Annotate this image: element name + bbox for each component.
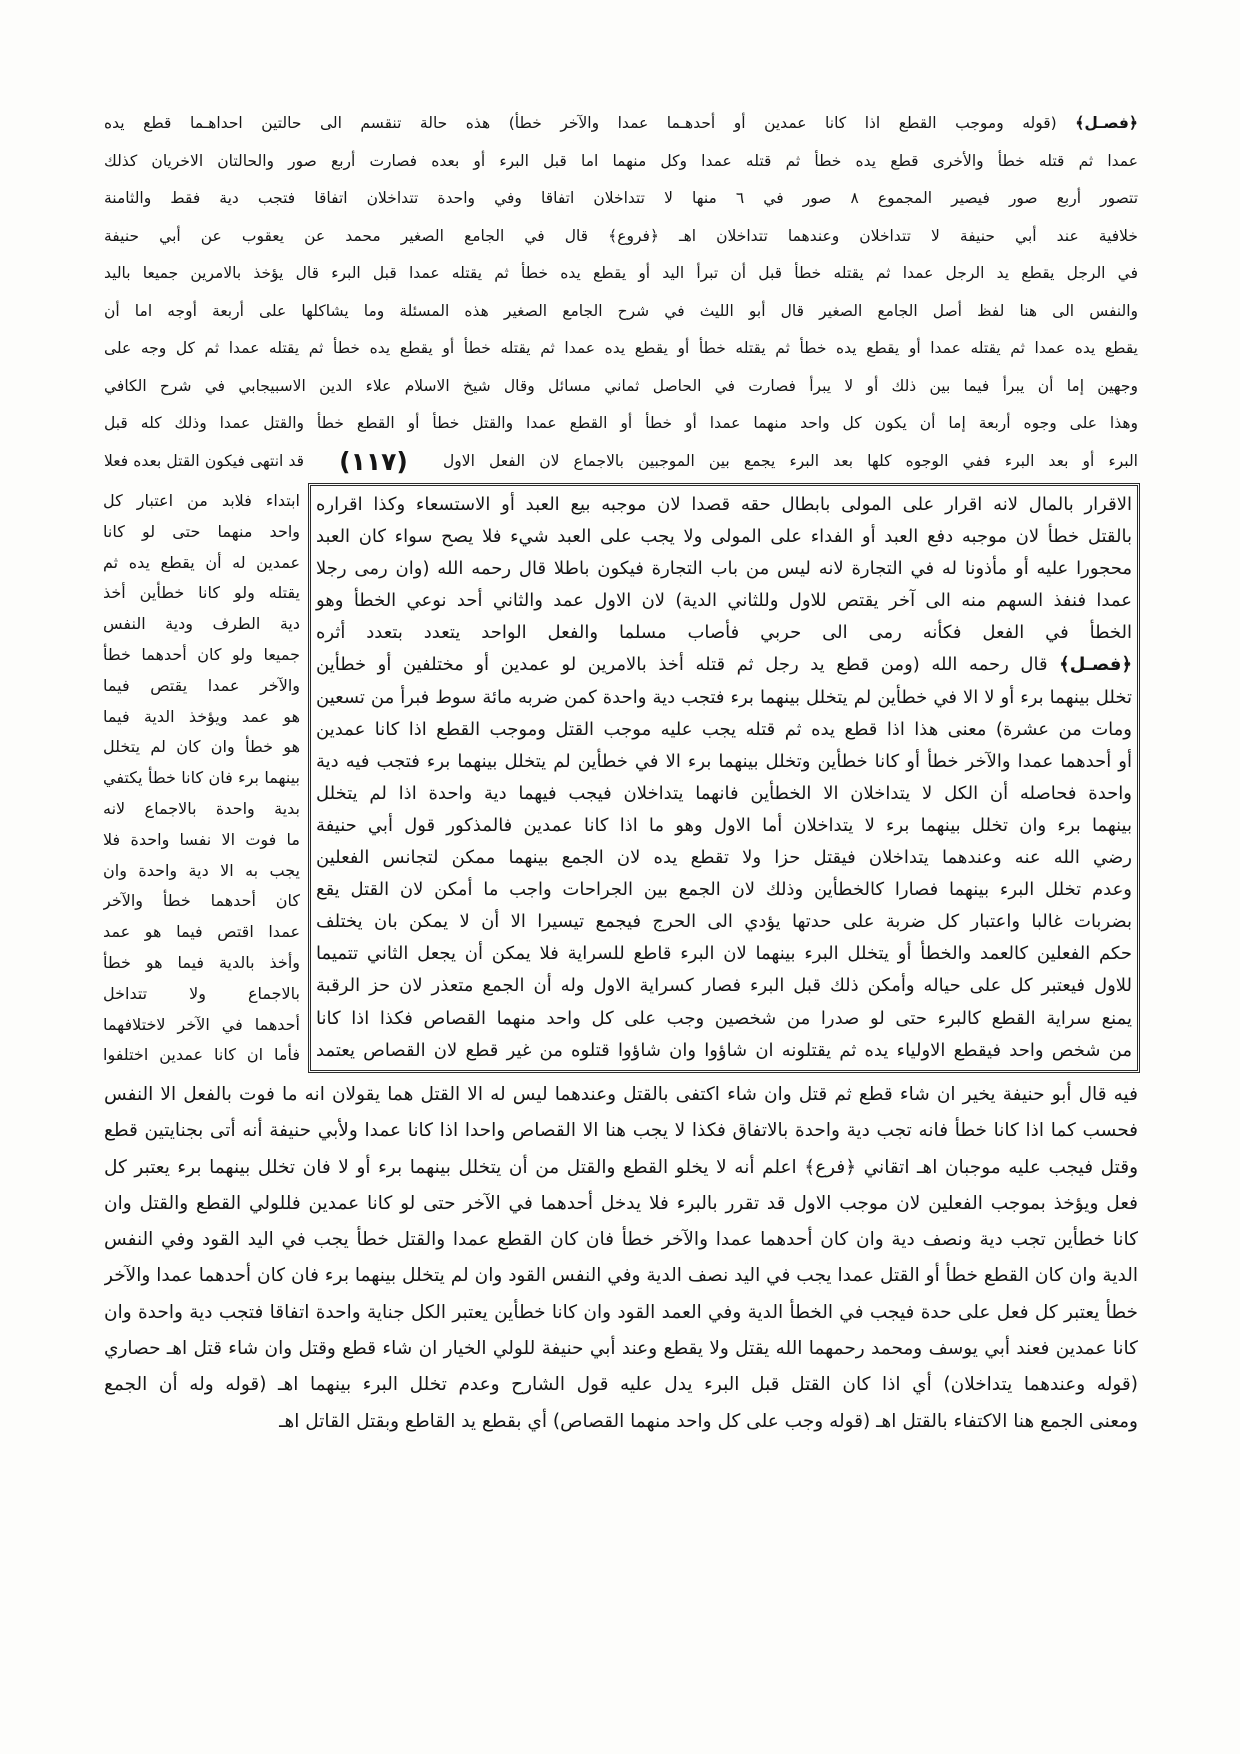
- text-line: من شخص واحد فيقطع الاولياء يده ثم يقتلونه ان شاؤوا وان شاؤوا قتلوه من غير قطع لان القصاص يعتمد: [316, 1039, 1132, 1061]
- text-line: بالاجماع ولا تتداخل: [103, 983, 300, 1003]
- side-column-text: [103, 486, 300, 1072]
- text-line: يقتله ولو كانا خطأين أخذ: [103, 583, 300, 603]
- text-line: واحد منهما حتى لو كانا: [103, 521, 300, 541]
- text-line: خطأ يعتبر كل فعل على حدة فيجب في الخطأ الدية وفي العمد القود وان كانا خطأين يعتبر الكل جناية واحدة اتفاقا فتجب دية واحدة وان: [104, 1301, 1138, 1323]
- text-line: بالقتل خطأ لان موجبه دفع العبد أو الفداء على المولى ولا يجب على العبد شيء فلا يصح سواء كان العبد: [316, 526, 1132, 548]
- text-line: جميعا ولو كان أحدهما خطأ: [103, 644, 300, 664]
- text-line: يمنع سراية القطع كالبرء حتى لو صدرا من شخصين وجب على كل واحد منهما القصاص فكذا اذا كانا: [316, 1007, 1132, 1029]
- text-line: بدية واحدة بالاجماع لانه: [103, 798, 300, 818]
- text-line: يقطع يده عمدا ثم يقتله عمدا أو يقطع يده خطأ ثم يقتله خطأ أو يقطع يده عمدا ثم يقتله خطأ أو يقطع يده خطأ ثم يقتله عمدا ثم كل وجه على: [104, 339, 1138, 357]
- text-line-content: (قوله وموجب القطع اذا كانا عمدين أو أحدهـما عمدا والآخر خطأ) هذه حالة تنقسم الى حالتين احداهـما قطع يده: [104, 114, 1057, 132]
- text-line: خلافية عند أبي حنيفة لا تتداخلان وعندهما تتداخلان اهـ ﴿فروع﴾ قال في الجامع الصغير محمد عن يعقوب عن أبي حنيفة: [104, 226, 1138, 245]
- text-line-segment: البرء أو بعد البرء ففي الوجوه كلها بعد البرء يجمع بين الموجبين بالاجماع لان الفعل الاول: [443, 451, 1138, 470]
- text-line: وجهين إما أن يبرأ فيما بين ذلك أو لا يبرأ فصارت في الحاصل ثماني مسائل وقال شيخ الاسلام علاء الدين الاسبيجابي في شرح الكافي: [104, 376, 1138, 395]
- text-line: عمدا فنفذ السهم منه الى آخر يقتص للاول وللثاني الدية) لان الاول عمد والثاني أحد نوعي الخطأ وهو: [316, 590, 1132, 612]
- text-line: وأخذ بالدية فيما هو خطأ: [103, 952, 300, 972]
- text-line: بينهما برء فان كانا خطأ يكتفي: [103, 768, 300, 788]
- text-line-segment: قد انتهى فيكون القتل بعده فعلا: [104, 451, 304, 470]
- text-line: محجورا عليه أو مأذونا له في التجارة لانه ليس من باب التجارة فيكون باطلا قال رحمه الله (وان رمى رجلا: [316, 558, 1132, 580]
- text-line: رضي الله عنه وعندهما يتداخلان فيقتل حزا ولا تقطع يده لان الجمع بينهما ممكن لتجانس الفعلين: [316, 847, 1132, 869]
- text-line: بضربات غالبا واعتبار كل ضربة على حدتها يؤدي الى الحرج فيجمع تيسيرا الا أن لا يمكن بان يختلف: [316, 911, 1132, 933]
- text-line: الدية وان كان القطع خطأ أو القتل عمدا يجب في اليد نصف الدية وفي النفس القود وان لم يتخلل بينهما برء فان كان أحدهما عمدا والآخر: [104, 1265, 1138, 1287]
- text-line: تخلل بينهما برء أو لا الا في خطأين لم يتخلل بينهما برء فتجب دية واحدة كمن ضربه مائة سوط فبرأ من تسعين: [316, 686, 1132, 708]
- text-line: الخطأ في الفعل فكأنه رمى الى حربي فأصاب مسلما والفعل الواحد يتعدد بتعدد أثره: [316, 622, 1132, 644]
- text-line: والآخر عمدا يقتص فيما: [103, 675, 300, 695]
- text-line: واحدة فحاصله أن الكل لا يتداخلان الا الخطأين فانهما يتداخلان فيجب فيهما دية واحدة اذا لم يتخلل: [316, 782, 1132, 804]
- text-line: عمدا اقتص فيما هو عمد: [103, 922, 300, 942]
- text-line: فأما ان كانا عمدين اختلفوا: [103, 1045, 300, 1065]
- text-line: الاقرار بالمال لانه اقرار على المولى بابطال حقه قصدا لان موجبه بيع العبد أو الاستسعاء وكذا اقراره: [316, 494, 1132, 515]
- text-line: فحسب كما اذا كانا خطأ فانه تجب دية واحدة بالاتفاق فكذا لا يجب هنا الا القصاص واحدا اذا كانا عمدا ولأبي حنيفة أنه أتى بجنايتين قطع: [104, 1120, 1138, 1142]
- text-line-with-page-number: [104, 443, 1138, 481]
- text-line: وقتل فيجب عليه موجبان اهـ اتقاني ﴿فرع﴾ اعلم أنه لا يخلو القطع والقتل من أن يتخلل بينهما برء أو لا فان تخلل بينهما برء يعتبر كل: [104, 1156, 1138, 1178]
- page-number: (١١٧): [339, 446, 408, 476]
- text-line: ابتداء فلابد من اعتبار كل: [103, 491, 300, 510]
- text-line: [316, 649, 1132, 681]
- text-line: دية الطرف ودية النفس: [103, 614, 300, 634]
- text-line: للاول فيعتبر كل على حياله وأمكن ذلك قبل البرء فصار كسراية الاول وله أن الجمع متعذر لان حز الرقبة: [316, 975, 1132, 997]
- text-line: كان أحدهما خطأ والآخر: [103, 891, 300, 911]
- footnote-text: [104, 1077, 1138, 1443]
- text-line: ما فوت الا نفسا واحدة فلا: [103, 829, 300, 849]
- text-line: وعدم تخلل البرء بينهما فصارا كالخطأين وذلك لان الجمع بين الجراحات واجب ما أمكن لان القتل يقع: [316, 879, 1132, 901]
- section-heading: ﴿فصـل﴾: [1075, 114, 1138, 132]
- text-line: هو خطأ وان كان لم يتخلل: [103, 737, 300, 757]
- main-text-top: [104, 105, 1138, 481]
- text-line: كانا خطأين تجب دية ونصف دية وان كان أحدهما عمدا والآخر خطأ فان كان القطع عمدا والقتل خطأ يجب في اليد القود وفي النفس: [104, 1229, 1138, 1251]
- text-line: ومات من عشرة) معنى هذا اذا قطع يده ثم قتله يجب عليه موجب القتل وموجب القطع اذا كانا عمدين: [316, 718, 1132, 740]
- text-line: فعل ويؤخذ بموجب الفعلين لان موجب الاول قد تقرر بالبرء فلا يدخل أحدهما في الآخر حتى لو كانا عمدين فللولي القطع والقتل وان: [104, 1192, 1138, 1214]
- text-line: والنفس الى هنا لفظ أصل الجامع الصغير قال أبو الليث في شرح الجامع الصغير هذه المسئلة وما يشاكلها على أربعة أوجه اما أن: [104, 301, 1138, 320]
- section-heading: ﴿فصـل﴾: [1059, 654, 1132, 676]
- text-line: حكم الفعلين كالعمد والخطأ أو يتخلل البرء بينهما لان البرء قاطع للسراية فلا يمكن أن يجعل الثاني تتميما: [316, 943, 1132, 965]
- framed-main-text: [308, 483, 1140, 1073]
- text-line: فيه قال أبو حنيفة يخير ان شاء قطع ثم قتل وان شاء اكتفى بالقتل وعندهما ليس له الا القتل هما يقولان انه ما فوت بالفعل الا النفس: [104, 1084, 1138, 1105]
- text-line: [104, 105, 1138, 143]
- text-line: كانا عمدين فعند أبي يوسف ومحمد رحمهما الله يقتل ولا يقطع وعند أبي حنيفة للولي الخيار ان شاء قطع وقتل وان شاء قتل اهـ حصاري: [104, 1338, 1138, 1360]
- text-line: بينهما برء وان تخلل بينهما برء لا يتداخلان أما الاول وهو ما اذا كانا عمدين فالمذكور قول أبي حنيفة: [316, 814, 1132, 836]
- text-line: يجب به الا دية واحدة وان: [103, 860, 300, 880]
- text-line-content: قال رحمه الله (ومن قطع يد رجل ثم قتله أخذ بالامرين لو عمدين أو مختلفين أو خطأين: [316, 654, 1048, 676]
- text-line: عمدا ثم قتله خطأ والأخرى قطع يده خطأ ثم قتله عمدا وكل منهما اما قبل البرء أو بعده فصارت أربع صور والحالتان الاخريان كذلك: [104, 151, 1138, 170]
- text-line: أو أحدهما عمدا والآخر خطأ أو كانا خطأين وتخلل بينهما برء الا في خطأين لم يتخلل بينهما برء فتجب فيه دية: [316, 750, 1132, 772]
- text-line: أحدهما في الآخر لاختلافهما: [103, 1014, 300, 1034]
- text-line: تتصور أربع صور فيصير المجموع ٨ صور في ٦ منها لا تتداخلان اتفاقا وفي واحدة تتداخلان اتفاقا فتجب دية فقط والثامنة: [104, 189, 1138, 207]
- text-line: (قوله وعندهما يتداخلان) أي اذا كان القتل قبل البرء يدل عليه قول الشارح وعدم تخلل البرء بينهما اهـ (قوله وله أن الجمع: [104, 1374, 1138, 1396]
- text-line: ومعنى الجمع هنا الاكتفاء بالقتل اهـ (قوله وجب على كل واحد منهما القصاص) أي بقطع يد القاطع وبقتل القاتل اهـ: [279, 1410, 1138, 1432]
- text-line: وهذا على وجوه أربعة إما أن يكون كل واحد منهما عمدا أو خطأ أو القطع عمدا والقتل خطأ أو القطع خطأ والقتل عمدا وذلك كله قبل: [104, 414, 1138, 432]
- text-line: عمدين له أن يقطع يده ثم: [103, 552, 300, 572]
- text-line: في الرجل يقطع يد الرجل عمدا ثم يقتله خطأ قبل أن تبرأ اليد أو يقطع يده خطأ ثم يقتله عمدا قبل البرء قال يؤخذ بالامرين جميعا باليد: [104, 264, 1138, 282]
- text-line: هو عمد ويؤخذ الدية فيما: [103, 706, 300, 726]
